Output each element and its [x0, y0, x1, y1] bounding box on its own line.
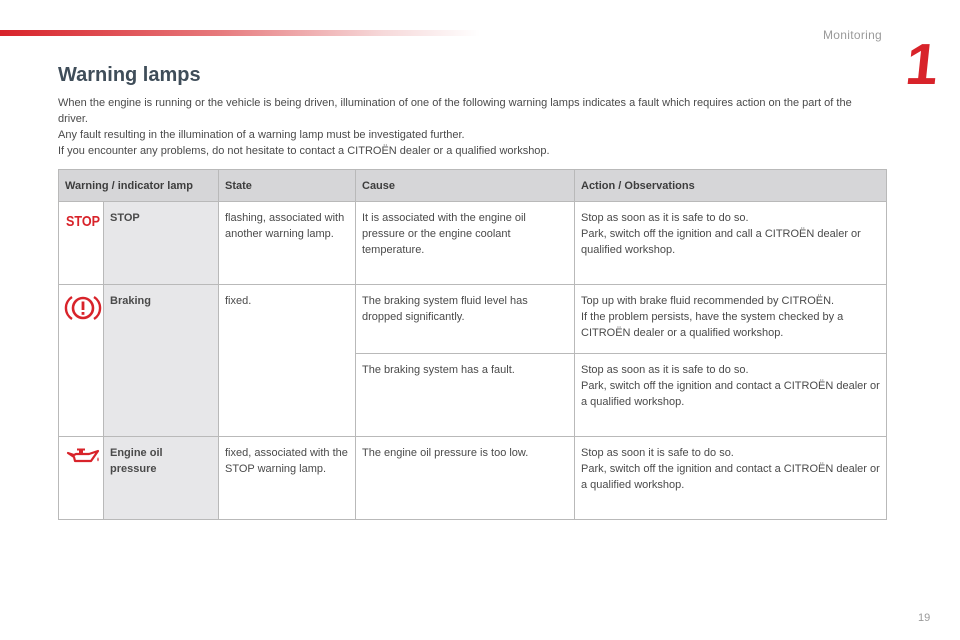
- lamp-name: Braking: [104, 285, 219, 437]
- page-number: 19: [918, 612, 931, 624]
- action-line: Stop as soon as it is safe to do so.: [581, 212, 749, 224]
- table-row: [59, 202, 887, 285]
- intro-paragraph: If you encounter any problems, do not hesitate to contact a CITROËN dealer or a qualified workshop.: [58, 145, 550, 157]
- lamp-state: fixed, associated with the STOP warning lamp.: [219, 437, 356, 520]
- braking-icon: [65, 293, 101, 323]
- page-title: Warning lamps: [58, 64, 201, 86]
- lamp-cause: The braking system fluid level has dropped significantly.: [356, 285, 575, 354]
- lamp-cause: The braking system has a fault.: [356, 354, 575, 437]
- intro-paragraph: Any fault resulting in the illumination of a warning lamp must be investigated further.: [58, 129, 465, 141]
- intro-paragraph: When the engine is running or the vehicle is being driven, illumination of one of the following warning lamps indicates a fault which requires action on the part of the driver.: [58, 97, 852, 125]
- lamp-cause: It is associated with the engine oil pressure or the engine coolant temperature.: [356, 202, 575, 285]
- table-row: [59, 285, 887, 354]
- lamp-state: fixed.: [219, 285, 356, 437]
- lamp-state: flashing, associated with another warning lamp.: [219, 202, 356, 285]
- lamp-action: [575, 202, 887, 285]
- stop-icon: [65, 210, 101, 230]
- lamp-icon-cell: [59, 285, 104, 437]
- action-line: Park, switch off the ignition and contact a CITROËN dealer or a qualified workshop.: [581, 380, 880, 408]
- lamp-cause: The engine oil pressure is too low.: [356, 437, 575, 520]
- oil-can-icon: [65, 445, 101, 467]
- action-line: Stop as soon as it is safe to do so.: [581, 364, 749, 376]
- lamp-action: [575, 285, 887, 354]
- lamp-icon-cell: [59, 202, 104, 285]
- action-line: Park, switch off the ignition and contact a CITROËN dealer or a qualified workshop.: [581, 463, 880, 491]
- action-line: Stop as soon it is safe to do so.: [581, 447, 734, 459]
- lamp-icon-cell: [59, 437, 104, 520]
- action-line: Park, switch off the ignition and call a CITROËN dealer or qualified workshop.: [581, 228, 861, 256]
- header-lamp: Warning / indicator lamp: [59, 170, 219, 202]
- header-action: Action / Observations: [575, 170, 887, 202]
- action-line: If the problem persists, have the system checked by a CITROËN dealer or a qualified workshop.: [581, 311, 844, 339]
- table-row: [59, 437, 887, 520]
- chapter-number: 1: [902, 32, 942, 97]
- header-cause: Cause: [356, 170, 575, 202]
- section-title: Monitoring: [823, 28, 883, 42]
- action-line: Top up with brake fluid recommended by CITROËN.: [581, 295, 835, 307]
- lamp-action: [575, 354, 887, 437]
- warning-lamps-table: [58, 169, 887, 520]
- table-header-row: [59, 170, 887, 202]
- lamp-action: [575, 437, 887, 520]
- lamp-name: Engine oil pressure: [104, 437, 219, 520]
- intro-text: [58, 95, 883, 159]
- header-accent-bar: [0, 30, 480, 36]
- svg-text:STOP: STOP: [66, 213, 100, 230]
- lamp-name: STOP: [104, 202, 219, 285]
- header-state: State: [219, 170, 356, 202]
